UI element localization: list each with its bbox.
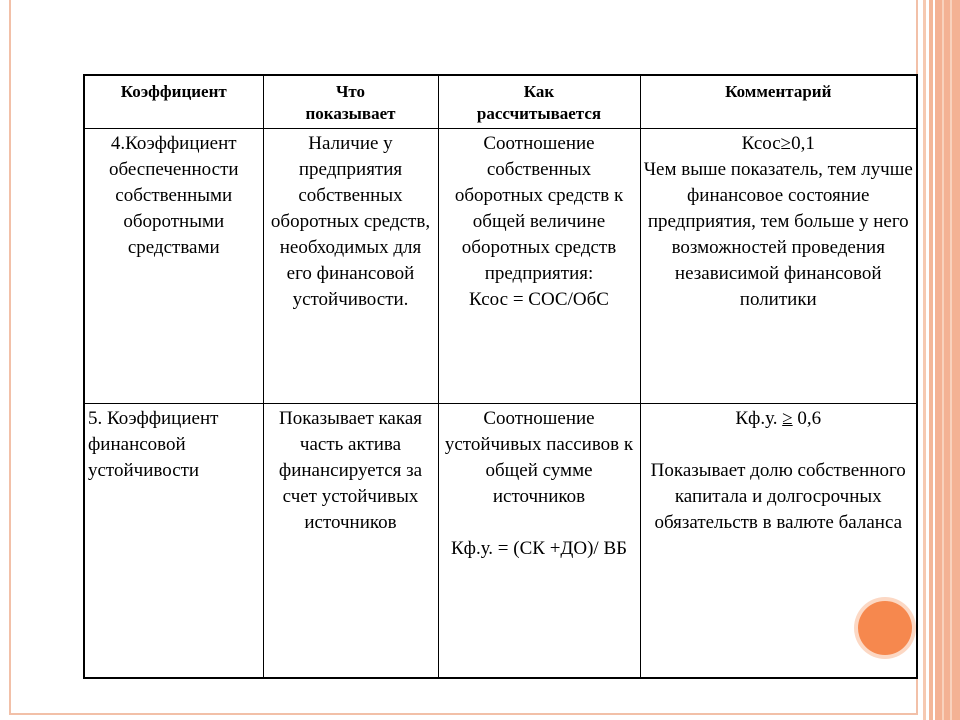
header-calculation: Как рассчитывается — [438, 75, 640, 128]
norm-prefix: Кф.у. — [735, 407, 783, 429]
table-header-row — [84, 75, 917, 128]
decor-stripe — [935, 0, 960, 720]
table-row — [84, 128, 917, 403]
decor-stripe — [923, 0, 926, 720]
decor-stripe — [929, 0, 933, 720]
ratio-table — [83, 74, 918, 679]
decor-stripe — [942, 0, 944, 720]
cell-shows: Показывает какая часть актива финансируется за счет устойчивых источников — [263, 403, 438, 678]
norm-sign: ≥ — [782, 407, 793, 429]
header-comment: Комментарий — [640, 75, 917, 128]
spacer — [644, 432, 914, 458]
norm-value: 0,6 — [792, 407, 822, 429]
comment-text: Чем выше показатель, тем лучше финансовое состояние предприятия, тем больше у него возможностей проведения независимой финансовой политики — [643, 158, 913, 310]
cell-calculation: Соотношение собственных оборотных средств к общей величине оборотных средств предприятия: Ксос = СОС/ОбС — [438, 128, 640, 403]
comment-text: Показывает долю собственного капитала и долгосрочных обязательств в валюте баланса — [650, 459, 906, 533]
comment-norm — [644, 406, 914, 432]
decorative-circle — [858, 601, 912, 655]
cell-shows: Наличие у предприятия собственных оборотных средств, необходимых для его финансовой устойчивости. — [263, 128, 438, 403]
header-coefficient: Коэффициент — [84, 75, 263, 128]
comment-norm: Ксос≥0,1 — [741, 132, 815, 154]
decor-stripe — [950, 0, 952, 720]
cell-comment — [640, 128, 917, 403]
header-shows: Что показывает — [263, 75, 438, 128]
cell-calculation: Соотношение устойчивых пассивов к общей сумме источников Кф.у. = (СК +ДО)/ ВБ — [438, 403, 640, 678]
table-row — [84, 403, 917, 678]
cell-coefficient: 4.Коэффициент обеспеченности собственными оборотными средствами — [84, 128, 263, 403]
cell-coefficient: 5. Коэффициент финансовой устойчивости — [84, 403, 263, 678]
